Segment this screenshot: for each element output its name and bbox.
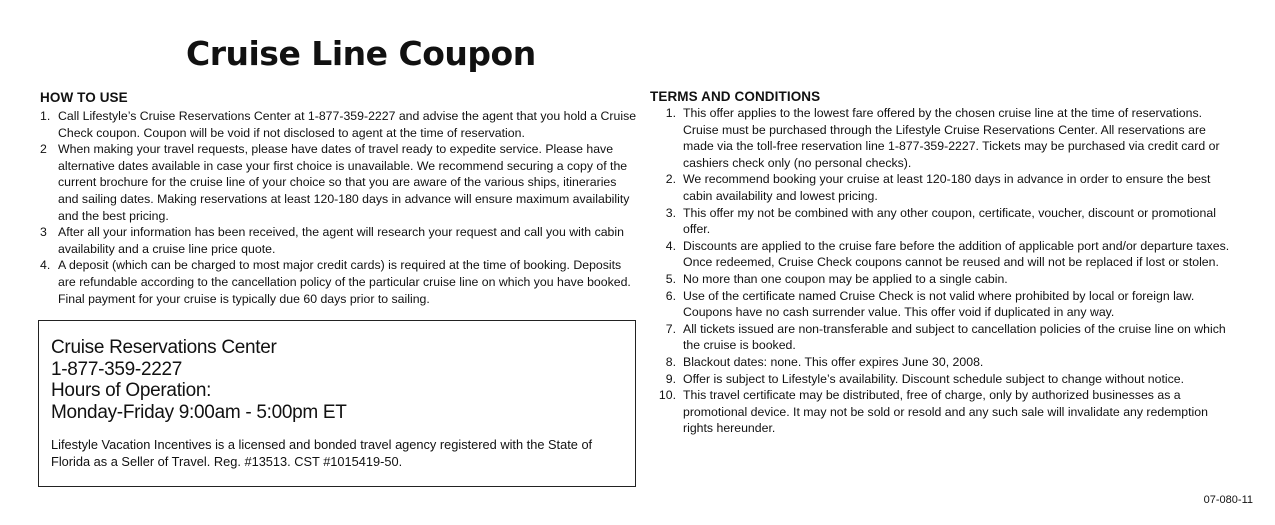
list-item [650,105,1230,171]
item-number: 2. [665,172,676,187]
list-item [40,108,640,141]
item-text: This offer my not be combined with any other coupon, certificate, voucher, discount or promotional offer. [683,205,1216,237]
list-item [650,387,1230,437]
list-item [40,224,640,257]
item-text: All tickets issued are non-transferable and subject to cancellation policies of the cruise line on which the cruise is booked. [683,321,1226,353]
item-text: Use of the certificate named Cruise Check is not valid where prohibited by local or foreign law. Coupons have no cash surrender value. This offer void if duplicated in any way. [683,288,1195,320]
list-item [650,288,1230,321]
item-text: After all your information has been received, the agent will research your request and call you with cabin availability and a cruise line price quote. [58,225,624,256]
list-item [650,321,1230,354]
item-text: No more than one coupon may be applied to a single cabin. [683,271,1008,286]
how-to-use-list [40,108,640,307]
terms-heading: TERMS AND CONDITIONS [650,89,821,104]
item-number: 6. [665,288,676,303]
page-title: Cruise Line Coupon [186,34,536,73]
item-number: 4. [665,238,676,253]
item-text: Offer is subject to Lifestyle’s availability. Discount schedule subject to change without notice. [683,371,1185,386]
item-text: Discounts are applied to the cruise fare before the addition of applicable port and/or departure taxes. Once redeemed, Cruise Check coupons cannot be reused and will not be replaced if lost or stolen. [683,238,1230,270]
reservations-center-name: Cruise Reservations Center [51,337,277,358]
hours-label: Hours of Operation: [51,380,212,401]
item-number: 1. [665,106,676,120]
list-item [650,271,1230,288]
list-item [650,238,1230,271]
item-text: A deposit (which can be charged to most major credit cards) is required at the time of booking. Deposits are refundable according to the cancellation policy of the particular cruise line on which you have booked. Final payment for your cruise is typically due 60 days prior to sailing. [58,258,631,306]
item-number: 3. [665,205,676,220]
agency-registration-note: Lifestyle Vacation Incentives is a licensed and bonded travel agency registered with the State of Florida as a Seller of Travel. Reg. #13513. CST #1015419-50. [51,437,593,469]
list-item [40,257,640,307]
phone-number: 1-877-359-2227 [51,358,183,380]
item-text: This offer applies to the lowest fare offered by the chosen cruise line at the time of reservations. Cruise must be purchased through the Lifestyle Cruise Reservations Center. All reservations are made via the toll-free reservation line 1-877-359-2227. Tickets may be purchased via credit card or cashiers check only (no personal checks). [683,106,1220,170]
list-item [650,171,1230,204]
item-number: 7. [665,321,676,336]
item-number: 10. [658,388,676,403]
item-number: 9. [665,371,676,386]
contact-lines [51,337,347,423]
hours-value: Monday-Friday 9:00am - 5:00pm ET [51,401,347,423]
item-number: 8. [665,354,676,369]
item-text: We recommend booking your cruise at least 120-180 days in advance in order to ensure the best cabin availability and lowest pricing. [683,172,1211,203]
item-number: 1. [40,109,51,123]
item-number: 3 [40,225,47,240]
item-number: 2 [40,142,47,157]
list-item [40,141,640,224]
item-text: This travel certificate may be distributed, free of charge, only by authorized businesses as a promotional device. It may not be sold or resold and any such sale will invalidate any redemption rights hereunder. [683,388,1208,436]
item-text: Blackout dates: none. This offer expires June 30, 2008. [683,354,984,369]
list-item [650,205,1230,238]
item-number: 5. [665,271,676,286]
list-item [650,371,1230,388]
reservations-info-box [38,320,636,487]
how-to-use-heading: HOW TO USE [40,90,128,105]
document-code: 07-080-11 [1203,494,1253,506]
item-text: When making your travel requests, please have dates of travel ready to expedite service. Please have alternative dates available in case your first choice is unavailable. We recommend securing a copy of the current brochure for the cruise line of your choice so that you are aware of the various ships, itineraries and sailing dates. Making reservations at least 120-180 days in advance will ensure maximum availability and the best pricing. [58,142,630,223]
list-item [650,354,1230,371]
item-number: 4. [40,258,51,273]
terms-list [650,105,1230,437]
item-text: Call Lifestyle’s Cruise Reservations Center at 1-877-359-2227 and advise the agent that you hold a Cruise Check coupon. Coupon will be void if not disclosed to agent at the time of reservation. [58,109,637,140]
